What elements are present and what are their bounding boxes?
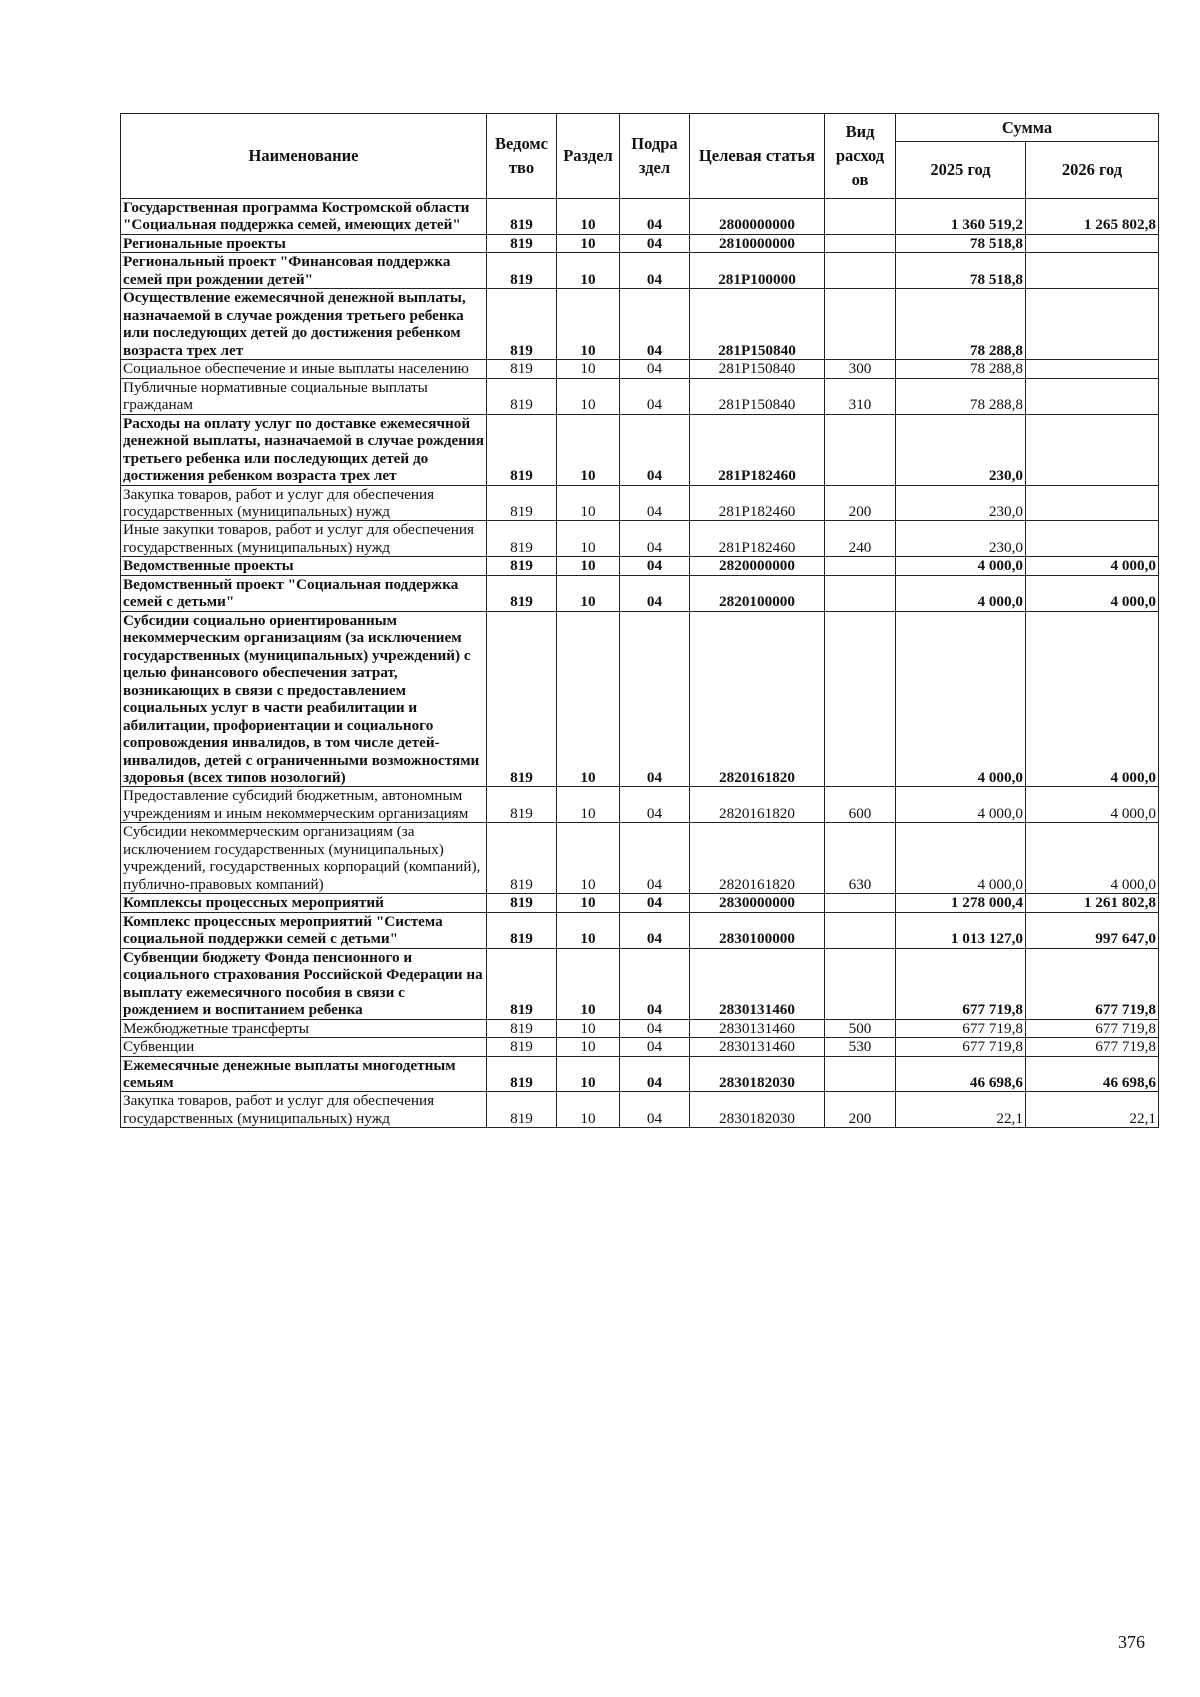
row-sum-2026	[1026, 289, 1159, 360]
row-vedomstvo: 819	[487, 414, 557, 485]
row-vedomstvo: 819	[487, 787, 557, 823]
row-razdel: 10	[557, 894, 620, 912]
header-target: Целевая статья	[690, 114, 825, 199]
row-podrazdel: 04	[620, 414, 690, 485]
table-row	[121, 289, 1159, 360]
row-vid	[825, 234, 896, 252]
row-podrazdel: 04	[620, 485, 690, 521]
row-name: Социальное обеспечение и иные выплаты населению	[121, 360, 487, 378]
row-sum-2025: 1 278 000,4	[896, 894, 1026, 912]
header-podrazdel: Подра здел	[620, 114, 690, 199]
table-row	[121, 378, 1159, 414]
row-vid: 200	[825, 1092, 896, 1128]
row-sum-2025: 230,0	[896, 485, 1026, 521]
row-razdel: 10	[557, 289, 620, 360]
row-sum-2026: 677 719,8	[1026, 1019, 1159, 1037]
row-sum-2025: 22,1	[896, 1092, 1026, 1128]
row-name: Предоставление субсидий бюджетным, автономным учреждениям и иным некоммерческим организациям	[121, 787, 487, 823]
row-vedomstvo: 819	[487, 1056, 557, 1092]
row-vedomstvo: 819	[487, 378, 557, 414]
row-podrazdel: 04	[620, 894, 690, 912]
row-razdel: 10	[557, 485, 620, 521]
budget-table	[120, 113, 1159, 1128]
row-sum-2026	[1026, 234, 1159, 252]
row-vid	[825, 894, 896, 912]
table-row	[121, 823, 1159, 894]
row-vid: 300	[825, 360, 896, 378]
row-target: 2820100000	[690, 575, 825, 611]
row-target: 281Р182460	[690, 485, 825, 521]
row-sum-2026	[1026, 378, 1159, 414]
row-razdel: 10	[557, 912, 620, 948]
row-name: Региональные проекты	[121, 234, 487, 252]
row-podrazdel: 04	[620, 1056, 690, 1092]
row-podrazdel: 04	[620, 199, 690, 235]
row-vid: 500	[825, 1019, 896, 1037]
table-row	[121, 199, 1159, 235]
row-razdel: 10	[557, 948, 620, 1019]
header-sum: Сумма	[896, 114, 1159, 142]
row-name: Субвенции	[121, 1038, 487, 1056]
row-razdel: 10	[557, 557, 620, 575]
row-target: 2830182030	[690, 1056, 825, 1092]
row-podrazdel: 04	[620, 787, 690, 823]
row-target: 2830131460	[690, 1038, 825, 1056]
row-sum-2026: 677 719,8	[1026, 1038, 1159, 1056]
row-vid	[825, 199, 896, 235]
row-vedomstvo: 819	[487, 234, 557, 252]
row-sum-2025: 4 000,0	[896, 575, 1026, 611]
row-vid: 200	[825, 485, 896, 521]
table-row	[121, 1019, 1159, 1037]
row-vedomstvo: 819	[487, 199, 557, 235]
row-target: 2820000000	[690, 557, 825, 575]
row-podrazdel: 04	[620, 557, 690, 575]
row-sum-2025: 78 288,8	[896, 360, 1026, 378]
row-name: Иные закупки товаров, работ и услуг для обеспечения государственных (муниципальных) нужд	[121, 521, 487, 557]
row-target: 2830131460	[690, 1019, 825, 1037]
row-target: 281Р150840	[690, 289, 825, 360]
row-podrazdel: 04	[620, 289, 690, 360]
row-target: 2830100000	[690, 912, 825, 948]
table-row	[121, 912, 1159, 948]
row-razdel: 10	[557, 1056, 620, 1092]
row-podrazdel: 04	[620, 234, 690, 252]
row-name: Публичные нормативные социальные выплаты гражданам	[121, 378, 487, 414]
row-name: Расходы на оплату услуг по доставке ежемесячной денежной выплаты, назначаемой в случае рождения третьего ребенка или последующих детей до достижения ребенком возраста трех лет	[121, 414, 487, 485]
header-vid: Вид расход ов	[825, 114, 896, 199]
row-podrazdel: 04	[620, 253, 690, 289]
row-sum-2025: 1 013 127,0	[896, 912, 1026, 948]
row-sum-2025: 78 518,8	[896, 234, 1026, 252]
header-2026: 2026 год	[1026, 142, 1159, 199]
row-name: Региональный проект "Финансовая поддержка семей при рождении детей"	[121, 253, 487, 289]
row-sum-2025: 230,0	[896, 521, 1026, 557]
row-sum-2025: 4 000,0	[896, 823, 1026, 894]
row-sum-2025: 4 000,0	[896, 557, 1026, 575]
row-vedomstvo: 819	[487, 1019, 557, 1037]
row-sum-2025: 4 000,0	[896, 611, 1026, 787]
table-row	[121, 414, 1159, 485]
row-target: 2820161820	[690, 787, 825, 823]
row-target: 2830182030	[690, 1092, 825, 1128]
row-target: 2820161820	[690, 823, 825, 894]
row-sum-2026: 4 000,0	[1026, 575, 1159, 611]
row-podrazdel: 04	[620, 1092, 690, 1128]
row-name: Ведомственные проекты	[121, 557, 487, 575]
table-row	[121, 611, 1159, 787]
row-vedomstvo: 819	[487, 948, 557, 1019]
row-podrazdel: 04	[620, 823, 690, 894]
row-vedomstvo: 819	[487, 1092, 557, 1128]
header-name: Наименование	[121, 114, 487, 199]
row-sum-2026	[1026, 360, 1159, 378]
row-name: Закупка товаров, работ и услуг для обеспечения государственных (муниципальных) нужд	[121, 1092, 487, 1128]
row-vedomstvo: 819	[487, 611, 557, 787]
table-row	[121, 1092, 1159, 1128]
row-target: 2830131460	[690, 948, 825, 1019]
row-name: Комплексы процессных мероприятий	[121, 894, 487, 912]
row-razdel: 10	[557, 360, 620, 378]
row-vid	[825, 575, 896, 611]
row-vid	[825, 414, 896, 485]
row-sum-2026: 997 647,0	[1026, 912, 1159, 948]
row-sum-2025: 78 288,8	[896, 378, 1026, 414]
row-vedomstvo: 819	[487, 360, 557, 378]
row-vid	[825, 912, 896, 948]
row-vid	[825, 557, 896, 575]
page-number: 376	[1118, 1632, 1145, 1652]
header-vedomstvo: Ведомс тво	[487, 114, 557, 199]
row-sum-2026	[1026, 521, 1159, 557]
row-vid	[825, 611, 896, 787]
row-podrazdel: 04	[620, 378, 690, 414]
table-row	[121, 360, 1159, 378]
row-target: 2800000000	[690, 199, 825, 235]
row-vedomstvo: 819	[487, 575, 557, 611]
row-sum-2026: 4 000,0	[1026, 611, 1159, 787]
row-sum-2025: 46 698,6	[896, 1056, 1026, 1092]
row-podrazdel: 04	[620, 575, 690, 611]
row-name: Государственная программа Костромской области "Социальная поддержка семей, имеющих детей"	[121, 199, 487, 235]
table-row	[121, 575, 1159, 611]
row-name: Осуществление ежемесячной денежной выплаты, назначаемой в случае рождения третьего ребенка или последующих детей до достижения ребенком возраста трех лет	[121, 289, 487, 360]
row-podrazdel: 04	[620, 948, 690, 1019]
row-vid: 600	[825, 787, 896, 823]
row-sum-2025: 78 288,8	[896, 289, 1026, 360]
row-name: Закупка товаров, работ и услуг для обеспечения государственных (муниципальных) нужд	[121, 485, 487, 521]
row-razdel: 10	[557, 823, 620, 894]
row-razdel: 10	[557, 1019, 620, 1037]
table-row	[121, 521, 1159, 557]
row-sum-2025: 677 719,8	[896, 1038, 1026, 1056]
row-vid	[825, 948, 896, 1019]
row-razdel: 10	[557, 787, 620, 823]
row-vedomstvo: 819	[487, 289, 557, 360]
row-name: Ведомственный проект "Социальная поддержка семей с детьми"	[121, 575, 487, 611]
row-razdel: 10	[557, 1092, 620, 1128]
row-razdel: 10	[557, 199, 620, 235]
header-razdel: Раздел	[557, 114, 620, 199]
row-razdel: 10	[557, 378, 620, 414]
row-sum-2026	[1026, 414, 1159, 485]
row-razdel: 10	[557, 521, 620, 557]
row-name: Ежемесячные денежные выплаты многодетным семьям	[121, 1056, 487, 1092]
row-razdel: 10	[557, 1038, 620, 1056]
row-sum-2026: 4 000,0	[1026, 787, 1159, 823]
row-vedomstvo: 819	[487, 912, 557, 948]
table-row	[121, 894, 1159, 912]
row-sum-2026: 1 265 802,8	[1026, 199, 1159, 235]
table-row	[121, 1056, 1159, 1092]
row-sum-2026: 1 261 802,8	[1026, 894, 1159, 912]
row-target: 2830000000	[690, 894, 825, 912]
row-sum-2025: 230,0	[896, 414, 1026, 485]
row-vid	[825, 253, 896, 289]
row-name: Субсидии социально ориентированным некоммерческим организациям (за исключением государственных (муниципальных) учреждений) с целью финансового обеспечения затрат, возникающих в связи с предоставлением социальных услуг в части реабилитации и абилитации, профориентации и социального сопровождения инвалидов, в том числе детей-инвалидов, детей с ограниченными возможностями здоровья (всех типов нозологий)	[121, 611, 487, 787]
row-podrazdel: 04	[620, 521, 690, 557]
row-sum-2025: 1 360 519,2	[896, 199, 1026, 235]
row-target: 281Р150840	[690, 360, 825, 378]
row-vedomstvo: 819	[487, 1038, 557, 1056]
row-target: 2820161820	[690, 611, 825, 787]
table-row	[121, 234, 1159, 252]
row-target: 281Р150840	[690, 378, 825, 414]
row-target: 281Р182460	[690, 414, 825, 485]
row-sum-2025: 677 719,8	[896, 948, 1026, 1019]
row-vedomstvo: 819	[487, 557, 557, 575]
row-podrazdel: 04	[620, 611, 690, 787]
row-name: Субсидии некоммерческим организациям (за исключением государственных (муниципальных) учреждений, государственных корпораций (компаний), публично-правовых компаний)	[121, 823, 487, 894]
row-name: Межбюджетные трансферты	[121, 1019, 487, 1037]
row-vedomstvo: 819	[487, 521, 557, 557]
table-row	[121, 948, 1159, 1019]
row-sum-2026	[1026, 485, 1159, 521]
row-vedomstvo: 819	[487, 253, 557, 289]
row-razdel: 10	[557, 414, 620, 485]
row-podrazdel: 04	[620, 360, 690, 378]
table-row	[121, 557, 1159, 575]
row-sum-2026: 4 000,0	[1026, 557, 1159, 575]
table-row	[121, 787, 1159, 823]
row-vid: 630	[825, 823, 896, 894]
row-vid: 530	[825, 1038, 896, 1056]
row-razdel: 10	[557, 253, 620, 289]
row-vid: 310	[825, 378, 896, 414]
row-podrazdel: 04	[620, 912, 690, 948]
table-row	[121, 485, 1159, 521]
row-podrazdel: 04	[620, 1019, 690, 1037]
row-sum-2025: 78 518,8	[896, 253, 1026, 289]
row-razdel: 10	[557, 575, 620, 611]
row-vedomstvo: 819	[487, 823, 557, 894]
row-sum-2026: 4 000,0	[1026, 823, 1159, 894]
row-target: 281Р100000	[690, 253, 825, 289]
row-sum-2025: 4 000,0	[896, 787, 1026, 823]
row-target: 281Р182460	[690, 521, 825, 557]
row-sum-2026: 22,1	[1026, 1092, 1159, 1128]
row-razdel: 10	[557, 234, 620, 252]
row-sum-2026: 677 719,8	[1026, 948, 1159, 1019]
row-sum-2025: 677 719,8	[896, 1019, 1026, 1037]
row-vid	[825, 1056, 896, 1092]
row-sum-2026: 46 698,6	[1026, 1056, 1159, 1092]
row-vid	[825, 289, 896, 360]
row-target: 2810000000	[690, 234, 825, 252]
table-row	[121, 1038, 1159, 1056]
row-razdel: 10	[557, 611, 620, 787]
header-2025: 2025 год	[896, 142, 1026, 199]
row-vedomstvo: 819	[487, 485, 557, 521]
row-sum-2026	[1026, 253, 1159, 289]
table-row	[121, 253, 1159, 289]
row-vid: 240	[825, 521, 896, 557]
row-podrazdel: 04	[620, 1038, 690, 1056]
row-vedomstvo: 819	[487, 894, 557, 912]
row-name: Комплекс процессных мероприятий "Система социальной поддержки семей с детьми"	[121, 912, 487, 948]
row-name: Субвенции бюджету Фонда пенсионного и социального страхования Российской Федерации на выплату ежемесячного пособия в связи с рождением и воспитанием ребенка	[121, 948, 487, 1019]
